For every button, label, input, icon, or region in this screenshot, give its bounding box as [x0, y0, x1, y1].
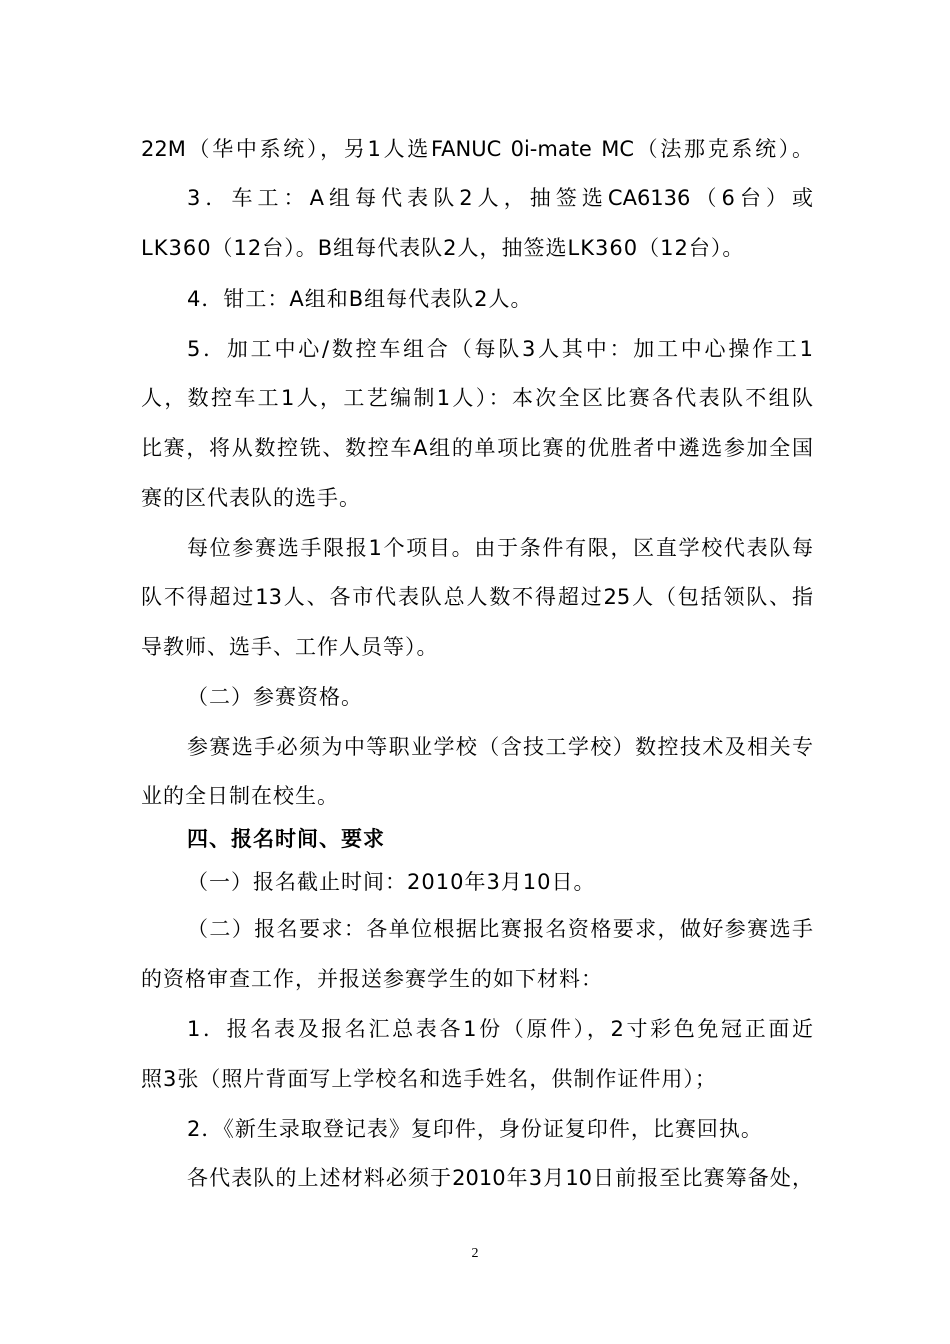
text-line-20: 照3张（照片背面写上学校名和选手姓名，供制作证件用）； [141, 1067, 717, 1091]
section-heading: 四、报名时间、要求 [187, 826, 385, 851]
text-line-7: 比赛，将从数控铣、数控车A组的单项比赛的优胜者中遴选参加全国 [141, 436, 813, 460]
text-line-16: （一）报名截止时间：2010年3月10日。 [187, 870, 596, 894]
text-line-5: 5．加工中心/数控车组合（每队3人其中：加工中心操作工1 [187, 337, 813, 361]
text-line-6: 人，数控车工1人，工艺编制1人）：本次全区比赛各代表队不组队 [141, 386, 813, 410]
text-line-14: 业的全日制在校生。 [141, 784, 339, 808]
text-line-3: LK360（12台）。B组每代表队2人，抽签选LK360（12台）。 [141, 236, 745, 260]
text-line-1: 22M（华中系统），另1人选FANUC 0i-mate MC（法那克系统）。 [141, 137, 813, 161]
text-line-17: （二）报名要求：各单位根据比赛报名资格要求，做好参赛选手 [187, 917, 813, 941]
text-line-22: 各代表队的上述材料必须于2010年3月10日前报至比赛筹备处， [187, 1166, 813, 1190]
text-line-21: 2．《新生录取登记表》复印件，身份证复印件，比赛回执。 [187, 1117, 763, 1141]
text-line-12: （二）参赛资格。 [187, 685, 363, 709]
page-number: 2 [471, 1246, 479, 1261]
text-line-2: 3．车工：A组每代表队2人，抽签选CA6136（6台）或 [187, 186, 813, 210]
text-line-11: 导教师、选手、工作人员等）。 [141, 635, 439, 659]
text-line-8: 赛的区代表队的选手。 [141, 486, 361, 510]
text-line-13: 参赛选手必须为中等职业学校（含技工学校）数控技术及相关专 [187, 735, 813, 759]
text-line-4: 4．钳工：A组和B组每代表队2人。 [187, 287, 533, 311]
text-line-9: 每位参赛选手限报1个项目。由于条件有限，区直学校代表队每 [187, 536, 813, 560]
text-line-18: 的资格审查工作，并报送参赛学生的如下材料： [141, 967, 603, 991]
text-line-19: 1．报名表及报名汇总表各1份（原件），2寸彩色免冠正面近 [187, 1017, 813, 1041]
text-line-10: 队不得超过13人、各市代表队总人数不得超过25人（包括领队、指 [141, 585, 813, 609]
